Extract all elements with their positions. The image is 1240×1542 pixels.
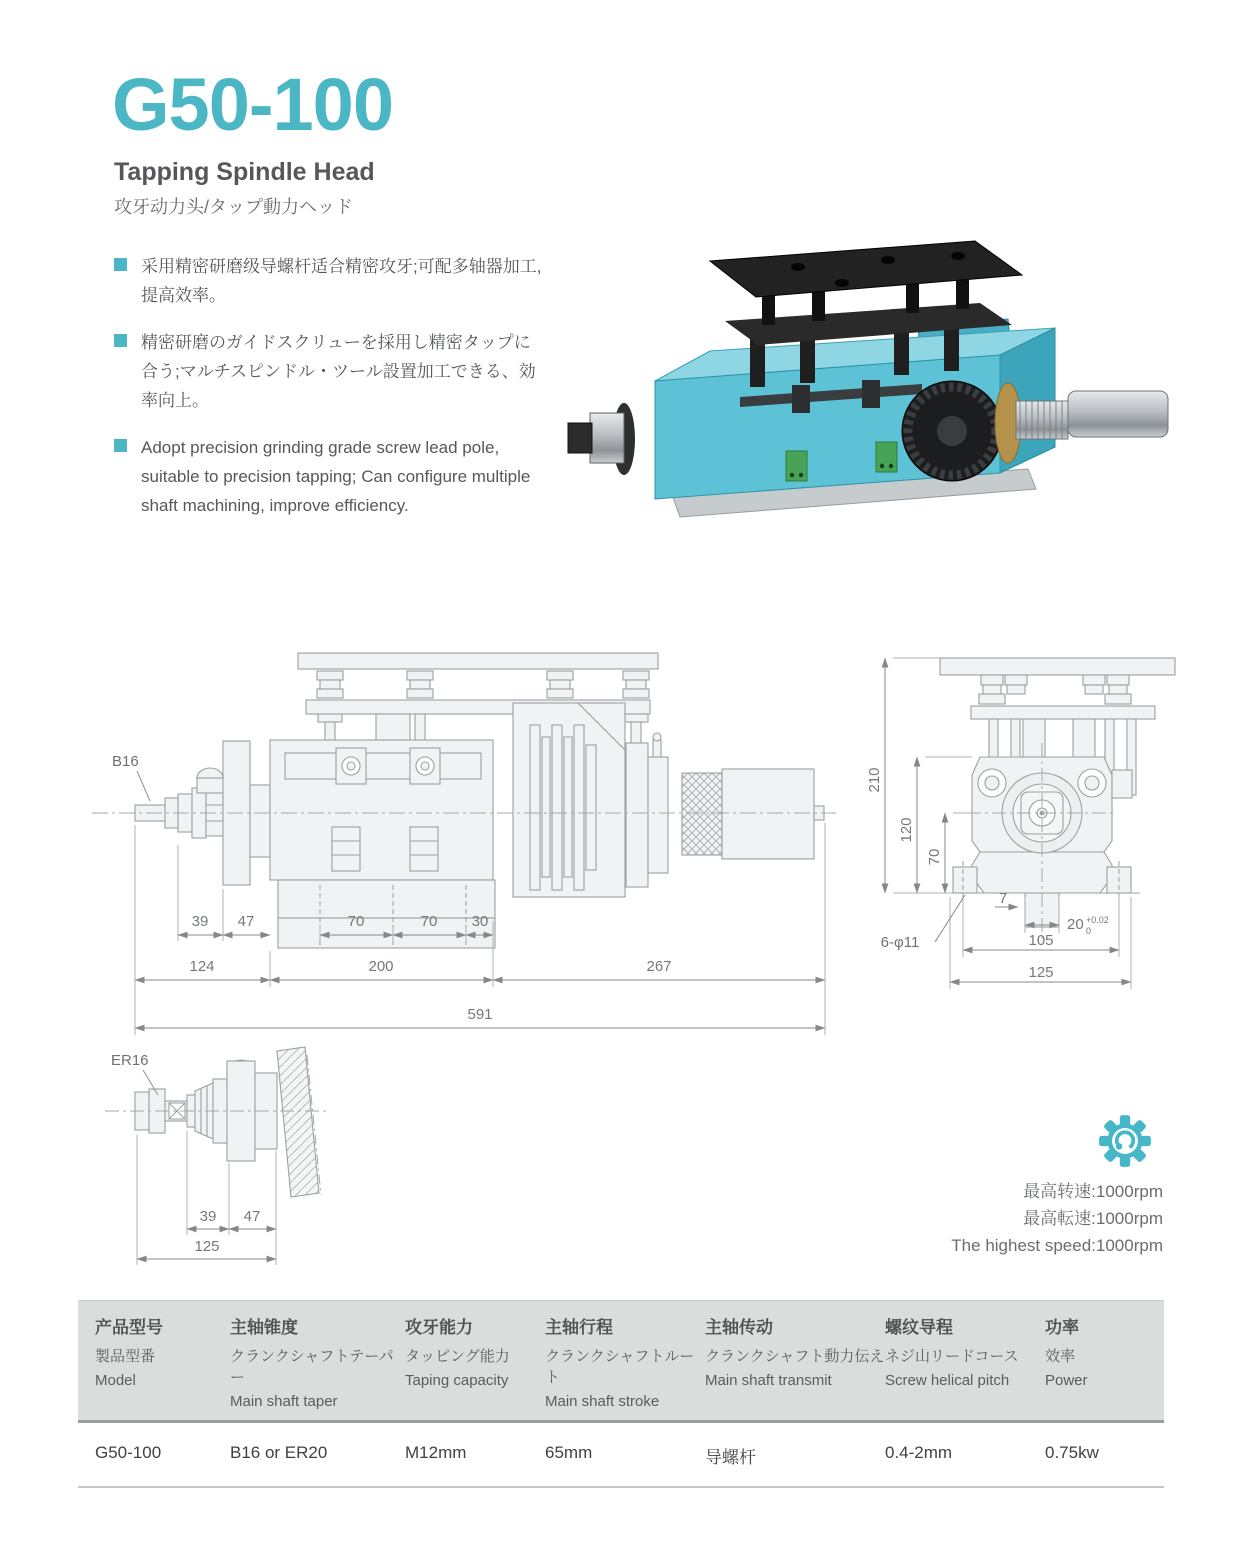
- col-power: [1045, 1313, 1164, 1410]
- page-title: G50-100: [112, 63, 393, 146]
- col-shaft-stroke: [545, 1313, 705, 1410]
- value-shaft-transmit: 导螺杆: [705, 1448, 756, 1467]
- max-speed-jp: 最高転速:1000rpm: [1023, 1209, 1163, 1228]
- dim-47: 47: [237, 913, 255, 930]
- col-model: [95, 1313, 230, 1410]
- col-label-en: Model: [95, 1372, 136, 1389]
- dim-591: 591: [467, 1006, 493, 1023]
- dim-105: 105: [1028, 932, 1054, 949]
- max-speed-notes: [951, 1178, 1163, 1259]
- col-label-en: Screw helical pitch: [885, 1372, 1010, 1389]
- feature-item-cn: [114, 252, 542, 310]
- feature-item-en: [114, 433, 542, 520]
- dim-39: 39: [191, 913, 209, 930]
- col-label-cn: 功率: [1045, 1318, 1079, 1337]
- er-taper-label: ER16: [111, 1052, 149, 1069]
- side-taper-label: B16: [112, 753, 139, 770]
- col-label-cn: 主轴锥度: [230, 1318, 298, 1337]
- render-shaft: [1068, 391, 1168, 437]
- product-render: [560, 235, 1185, 535]
- front-view-drawing: [855, 645, 1185, 1115]
- render-terminal-block: [876, 442, 897, 472]
- col-label-jp: クランクシャフトルート: [545, 1348, 695, 1386]
- dim-125: 125: [1028, 964, 1054, 981]
- col-label-en: Main shaft transmit: [705, 1372, 832, 1389]
- col-label-jp: 製品型番: [95, 1348, 156, 1365]
- dim-120: 120: [898, 817, 915, 843]
- feature-text: 采用精密研磨级导螺杆适合精密攻牙;可配多轴器加工, 提高效率。: [141, 257, 542, 305]
- col-label-cn: 产品型号: [95, 1318, 163, 1337]
- value-model: G50-100: [95, 1443, 162, 1462]
- dim-20: 20: [1067, 916, 1084, 933]
- col-label-jp: ネジ山リードコース: [885, 1348, 1019, 1365]
- render-clamp: [862, 380, 880, 408]
- feature-list: [114, 252, 542, 538]
- col-shaft-transmit: [705, 1313, 885, 1410]
- max-speed-cn: 最高转速:1000rpm: [1023, 1182, 1163, 1201]
- col-label-jp: タッピング能力: [405, 1348, 510, 1365]
- render-clamp: [792, 385, 810, 413]
- spec-table: [78, 1300, 1164, 1488]
- value-shaft-taper: B16 or ER20: [230, 1443, 328, 1462]
- dim-20-tol-lower: 0: [1086, 926, 1092, 936]
- max-speed-en: The highest speed:1000rpm: [951, 1236, 1163, 1255]
- col-label-en: Taping capacity: [405, 1372, 509, 1389]
- dim-70: 70: [926, 848, 943, 866]
- feature-item-jp: [114, 328, 542, 415]
- dim-124: 124: [189, 958, 215, 975]
- bullet-square-icon: [114, 258, 127, 271]
- col-label-cn: 螺纹导程: [885, 1318, 953, 1337]
- holes-note: 6-φ11: [880, 934, 920, 951]
- render-top-plate: [710, 241, 1022, 297]
- page-subtitle-cnjp: 攻牙动力头/タップ動力ヘッド: [114, 197, 353, 217]
- dim-47: 47: [243, 1208, 261, 1225]
- col-shaft-taper: [230, 1313, 405, 1410]
- col-label-en: Power: [1045, 1372, 1088, 1389]
- col-screw-pitch: [885, 1313, 1045, 1410]
- dim-70a: 70: [347, 913, 365, 930]
- col-label-en: Main shaft taper: [230, 1393, 338, 1410]
- page-subtitle: Tapping Spindle Head: [114, 158, 375, 186]
- dim-7: 7: [998, 890, 1008, 907]
- dim-20-tol-upper: +0.02: [1086, 915, 1109, 925]
- bullet-square-icon: [114, 439, 127, 452]
- render-knurl: [1016, 401, 1068, 439]
- value-power: 0.75kw: [1045, 1443, 1099, 1462]
- dim-125: 125: [194, 1238, 220, 1255]
- dim-200: 200: [368, 958, 394, 975]
- render-spindle-cap: [568, 423, 592, 453]
- col-label-jp: 效率: [1045, 1348, 1076, 1365]
- value-taping-capacity: M12mm: [405, 1443, 467, 1462]
- feature-text: 精密研磨のガイドスクリューを採用し精密タップに合う;マルチスピンドル・ツール設置加工できる、効率向上。: [141, 333, 536, 410]
- spec-table-header: [78, 1300, 1164, 1423]
- dim-267: 267: [646, 958, 672, 975]
- col-label-cn: 攻牙能力: [405, 1318, 473, 1337]
- gear-speedometer-icon: [1096, 1112, 1154, 1170]
- col-label-jp: クランクシャフトテーパー: [230, 1348, 394, 1386]
- dim-70b: 70: [420, 913, 438, 930]
- er16-detail-drawing: [95, 1045, 445, 1300]
- col-label-en: Main shaft stroke: [545, 1393, 660, 1410]
- dim-210: 210: [866, 767, 883, 793]
- col-label-cn: 主轴行程: [545, 1318, 613, 1337]
- dim-39: 39: [199, 1208, 217, 1225]
- dim-30: 30: [471, 913, 489, 930]
- spec-table-row: [78, 1423, 1164, 1488]
- side-view-drawing: [80, 645, 845, 1065]
- render-terminal-block: [786, 451, 807, 481]
- col-label-cn: 主轴传动: [705, 1318, 773, 1337]
- value-screw-pitch: 0.4-2mm: [885, 1443, 953, 1462]
- col-label-jp: クランクシャフト動力伝え: [705, 1348, 885, 1365]
- bullet-square-icon: [114, 334, 127, 347]
- col-taping-capacity: [405, 1313, 545, 1410]
- value-shaft-stroke: 65mm: [545, 1443, 593, 1462]
- render-spindle: [590, 413, 624, 463]
- feature-text: Adopt precision grinding grade screw lead pole, suitable to precision tapping; Can configure multiple shaft machining, improve efficiency.: [141, 438, 531, 515]
